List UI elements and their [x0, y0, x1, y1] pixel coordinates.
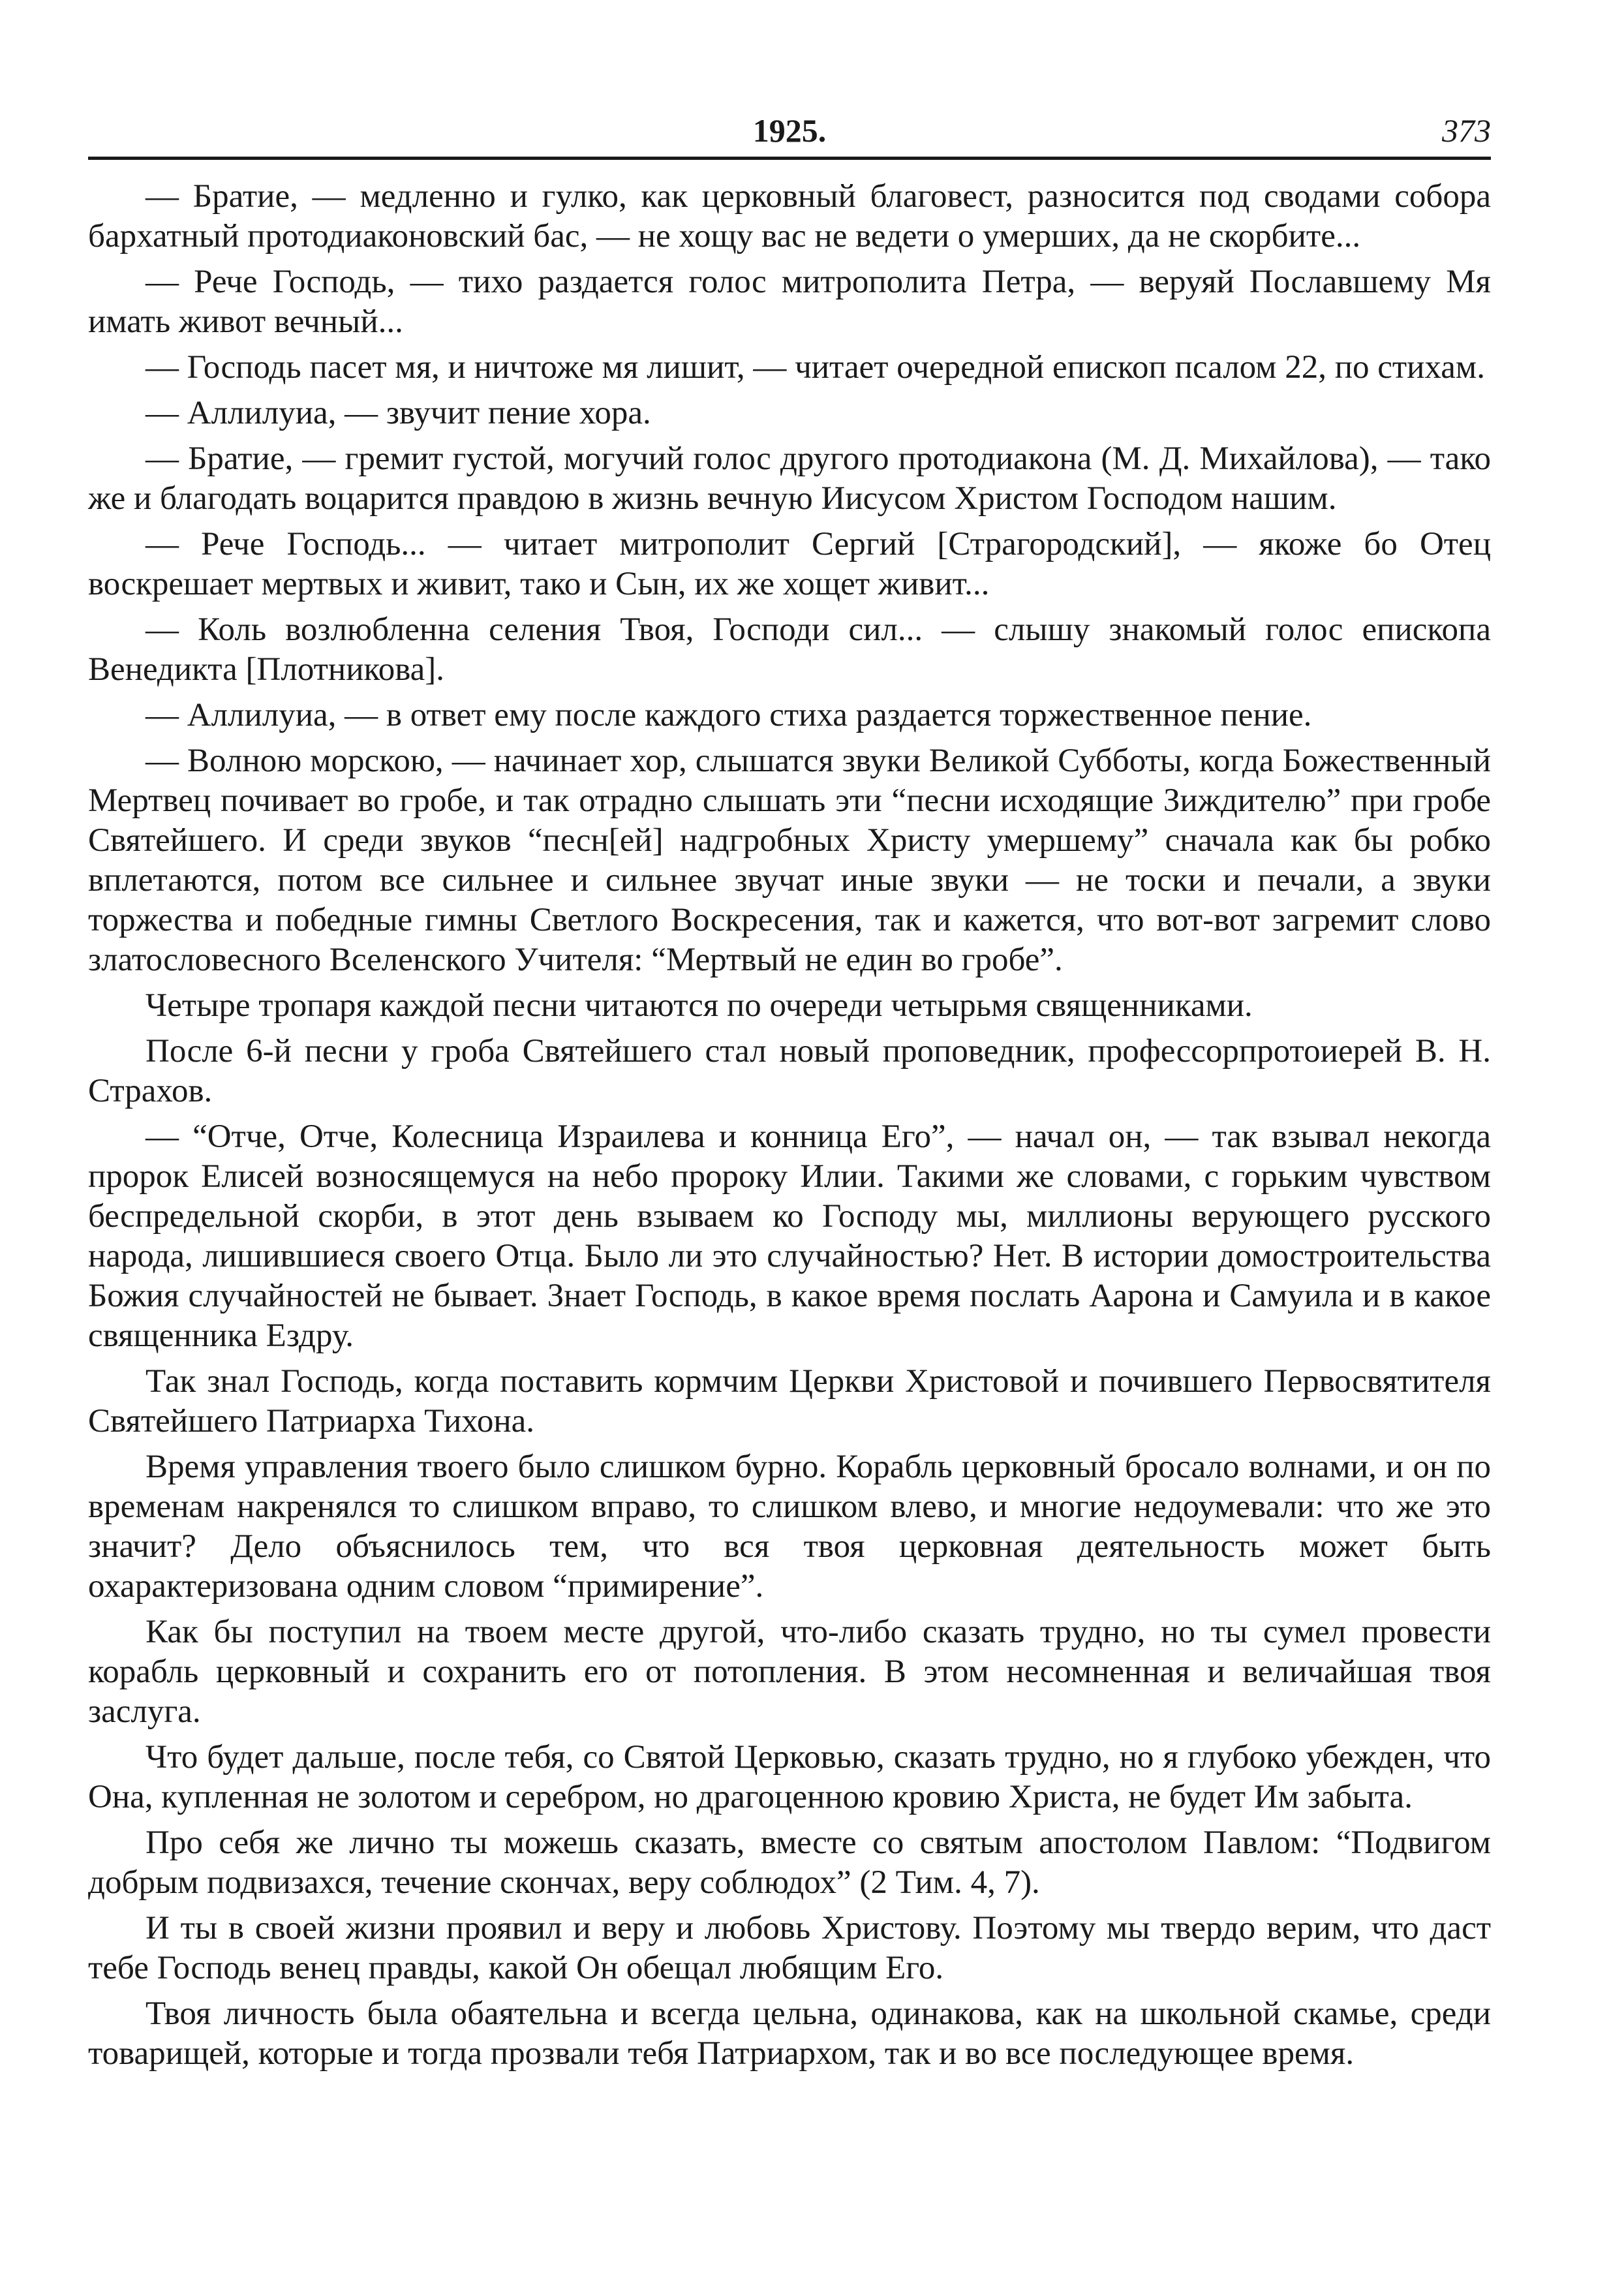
paragraph: Время управления твоего было слишком бурно. Корабль церковный бросало волнами, и он по временам накренялся то слишком вправо, то слишком влево, и многие недоумевали: что же это значит? Дело объяснилось тем, что вся твоя церковная деятельность может быть охарактеризована одним словом “примирение”. [88, 1449, 1491, 1605]
paragraph: — Коль возлюбленна селения Твоя, Господи сил... — слышу знакомый голос епископа Венедикта [Плотникова]. [88, 611, 1491, 688]
paragraph: — Аллилуиа, — в ответ ему после каждого стиха раздается торжественное пение. [146, 697, 1312, 733]
paragraph: Как бы поступил на твоем месте другой, что-либо сказать трудно, но ты сумел провести корабль церковный и сохранить его от потопления. В этом несомненная и величайшая твоя заслуга. [88, 1614, 1491, 1730]
paragraph: После 6-й песни у гроба Святейшего стал новый проповедник, профессорпротоиерей В. Н. Страхов. [88, 1033, 1491, 1109]
paragraph: Твоя личность была обаятельна и всегда цельна, одинакова, как на школьной скамье, среди товарищей, которые и тогда прозвали тебя Патриархом, так и во все последующее время. [88, 1995, 1491, 2072]
paragraph: — Аллилуиа, — звучит пение хора. [146, 395, 651, 431]
paragraph: — Рече Господь, — тихо раздается голос митрополита Петра, — веруяй Пославшему Мя имать живот вечный... [88, 264, 1491, 340]
text-body [88, 177, 1491, 2074]
page [88, 111, 1491, 2080]
paragraph: Что будет дальше, после тебя, со Святой Церковью, сказать трудно, но я глубоко убежден, что Она, купленная не золотом и серебром, но драгоценною кровию Христа, не будет Им забыта. [88, 1739, 1491, 1815]
paragraph: — Братие, — гремит густой, могучий голос другого протодиакона (М. Д. Михайлова), — тако же и благодать воцарится правдою в жизнь вечную Иисусом Христом Господом нашим. [88, 440, 1491, 517]
paragraph: Четыре тропаря каждой песни читаются по очереди четырьмя священниками. [146, 987, 1253, 1024]
paragraph: Так знал Господь, когда поставить кормчим Церкви Христовой и почившего Первосвятителя Святейшего Патриарха Тихона. [88, 1363, 1491, 1439]
running-header [88, 111, 1491, 160]
page-number: 373 [1442, 112, 1491, 149]
header-year: 1925. [752, 112, 827, 149]
paragraph: — “Отче, Отче, Колесница Израилева и конница Его”, — начал он, — так взывал некогда пророк Елисей возносящемуся на небо пророку Илии. Такими же словами, с горьким чувством беспредельной скорби, в этот день взываем ко Господу мы, миллионы верующего русского народа, лишившиеся своего Отца. Было ли это случайностью? Нет. В истории домостроительства Божия случайностей не бывает. Знает Господь, в какое время послать Аарона и Самуила и в какое священника Ездру. [88, 1118, 1491, 1354]
paragraph: — Рече Господь... — читает митрополит Сергий [Страгородский], — якоже бо Отец воскрешает мертвых и живит, тако и Сын, их же хощет живит... [88, 526, 1491, 602]
paragraph: — Господь пасет мя, и ничтоже мя лишит, — читает очередной епископ псалом 22, по стихам. [146, 349, 1485, 386]
paragraph: — Волною морскою, — начинает хор, слышатся звуки Великой Субботы, когда Божественный Мертвец почивает во гробе, и так отрадно слышать эти “песни исходящие Зиждителю” при гробе Святейшего. И среди звуков “песн[ей] надгробных Христу умершему” сначала как бы робко вплетаются, потом все сильнее и сильнее звучат иные звуки — не тоски и печали, а звуки торжества и победные гимны Светлого Воскресения, так и кажется, что вот-вот загремит слово златословесного Вселенского Учителя: “Мертвый не един во гробе”. [88, 743, 1491, 978]
paragraph: И ты в своей жизни проявил и веру и любовь Христову. Поэтому мы твердо верим, что даст тебе Господь венец правды, какой Он обещал любящим Его. [88, 1910, 1491, 1986]
paragraph: — Братие, — медленно и гулко, как церковный благовест, разносится под сводами собора бархатный протодиаконовский бас, — не хощу вас не ведети о умерших, да не скорбите... [88, 178, 1491, 254]
paragraph: Про себя же лично ты можешь сказать, вместе со святым апостолом Павлом: “Подвигом добрым подвизахся, течение скончах, веру соблюдох” (2 Тим. 4, 7). [88, 1824, 1491, 1901]
